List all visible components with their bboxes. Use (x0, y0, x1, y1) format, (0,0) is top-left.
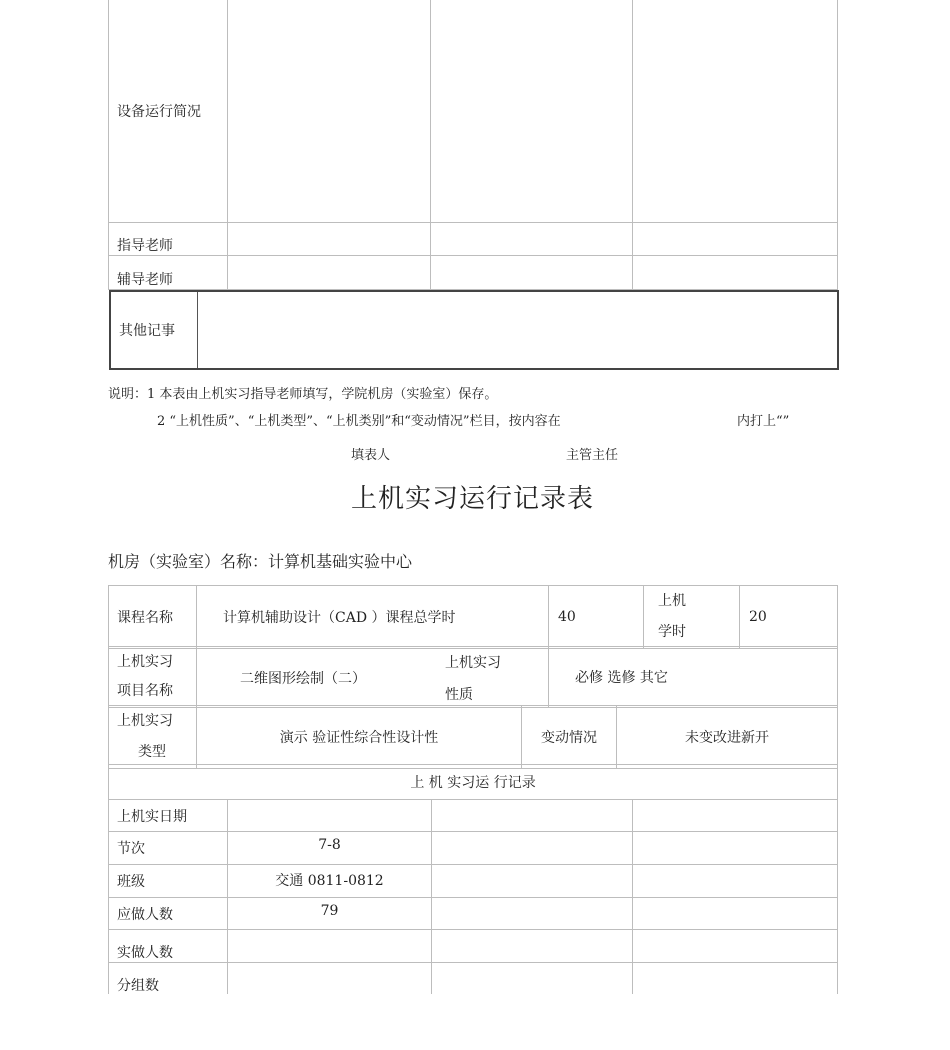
record-row-label: 节次 (109, 832, 228, 865)
equipment-status-label: 设备运行简况 (109, 0, 228, 223)
instructor-cell[interactable] (228, 223, 431, 256)
record-cell[interactable] (432, 930, 633, 963)
equipment-status-cell[interactable] (228, 0, 431, 223)
record-row-value[interactable]: 79 (228, 898, 432, 930)
record-cell[interactable] (633, 963, 838, 996)
type-label-line: 类型 (138, 744, 166, 760)
lab-hours-label-line: 上机 (658, 593, 686, 609)
lab-hours-label (644, 586, 740, 649)
equipment-status-cell[interactable] (633, 0, 838, 223)
course-name-value[interactable]: 计算机辅助设计（CAD ）课程总学时 (197, 586, 549, 649)
project-label-line: 上机实习 (117, 654, 173, 670)
lab-hours-label-line: 学时 (658, 624, 686, 640)
record-cell[interactable] (432, 865, 633, 898)
project-label (109, 647, 197, 708)
record-row-label: 实做人数 (109, 930, 228, 963)
instructor-cell[interactable] (431, 223, 633, 256)
record-row-value[interactable] (228, 930, 432, 963)
equipment-status-cell[interactable] (431, 0, 633, 223)
record-row-value[interactable]: 交通 0811-0812 (228, 865, 432, 898)
record-cell[interactable] (432, 832, 633, 865)
record-row-value[interactable] (228, 963, 432, 996)
project-value-cell (197, 647, 549, 708)
type-label (109, 706, 197, 769)
assistant-label: 辅导老师 (109, 256, 228, 290)
record-row-value[interactable] (228, 800, 432, 832)
record-header: 上 机 实习运 行记录 (109, 765, 838, 800)
equipment-table (108, 0, 838, 290)
change-label: 变动情况 (522, 706, 617, 769)
course-info-row (108, 585, 838, 649)
record-cell[interactable] (633, 898, 838, 930)
assistant-cell[interactable] (431, 256, 633, 290)
record-cell[interactable] (633, 865, 838, 898)
supervisor-label: 主管主任 (566, 448, 619, 463)
instructor-cell[interactable] (633, 223, 838, 256)
project-info-row (108, 646, 838, 708)
type-label-line: 上机实习 (117, 713, 173, 729)
record-cell[interactable] (432, 898, 633, 930)
page-bottom-margin (0, 994, 950, 1050)
lab-name: 机房（实验室）名称：计算机基础实验中心 (108, 552, 413, 571)
other-notes-table (109, 290, 839, 370)
filler-label: 填表人 (351, 448, 391, 463)
lab-hours-value[interactable]: 20 (740, 586, 838, 649)
other-notes-cell[interactable] (197, 291, 838, 369)
assistant-cell[interactable] (228, 256, 431, 290)
nature-value[interactable]: 必修 选修 其它 (549, 647, 838, 708)
type-value[interactable]: 演示 验证性综合性设计性 (197, 706, 522, 769)
note-line-2-tail: 内打上“” (737, 414, 790, 429)
project-label-line: 项目名称 (117, 683, 173, 699)
record-cell[interactable] (633, 930, 838, 963)
record-row-label: 分组数 (109, 963, 228, 996)
type-info-row (108, 705, 838, 769)
record-cell[interactable] (633, 832, 838, 865)
record-cell[interactable] (432, 800, 633, 832)
nature-label-line: 性质 (445, 687, 473, 703)
record-row-label: 上机实日期 (109, 800, 228, 832)
project-value[interactable]: 二维图形绘制（二） (240, 671, 366, 687)
record-cell[interactable] (633, 800, 838, 832)
change-value[interactable]: 未变改进新开 (617, 706, 838, 769)
other-notes-label: 其他记事 (110, 291, 197, 369)
page-title: 上机实习运行记录表 (350, 484, 594, 514)
note-line-2: 2 “上机性质”、“上机类型”、“上机类别”和“变动情况”栏目，按内容在 (157, 414, 561, 429)
record-row-value[interactable]: 7-8 (228, 832, 432, 865)
record-row-label: 班级 (109, 865, 228, 898)
record-cell[interactable] (432, 963, 633, 996)
total-hours-value[interactable]: 40 (549, 586, 644, 649)
course-name-label: 课程名称 (109, 586, 197, 649)
nature-label-line: 上机实习 (445, 655, 501, 671)
note-line-1: 说明：1 本表由上机实习指导老师填写，学院机房（实验室）保存。 (108, 387, 498, 402)
record-table (108, 764, 838, 996)
record-row-label: 应做人数 (109, 898, 228, 930)
assistant-cell[interactable] (633, 256, 838, 290)
instructor-label: 指导老师 (109, 223, 228, 256)
